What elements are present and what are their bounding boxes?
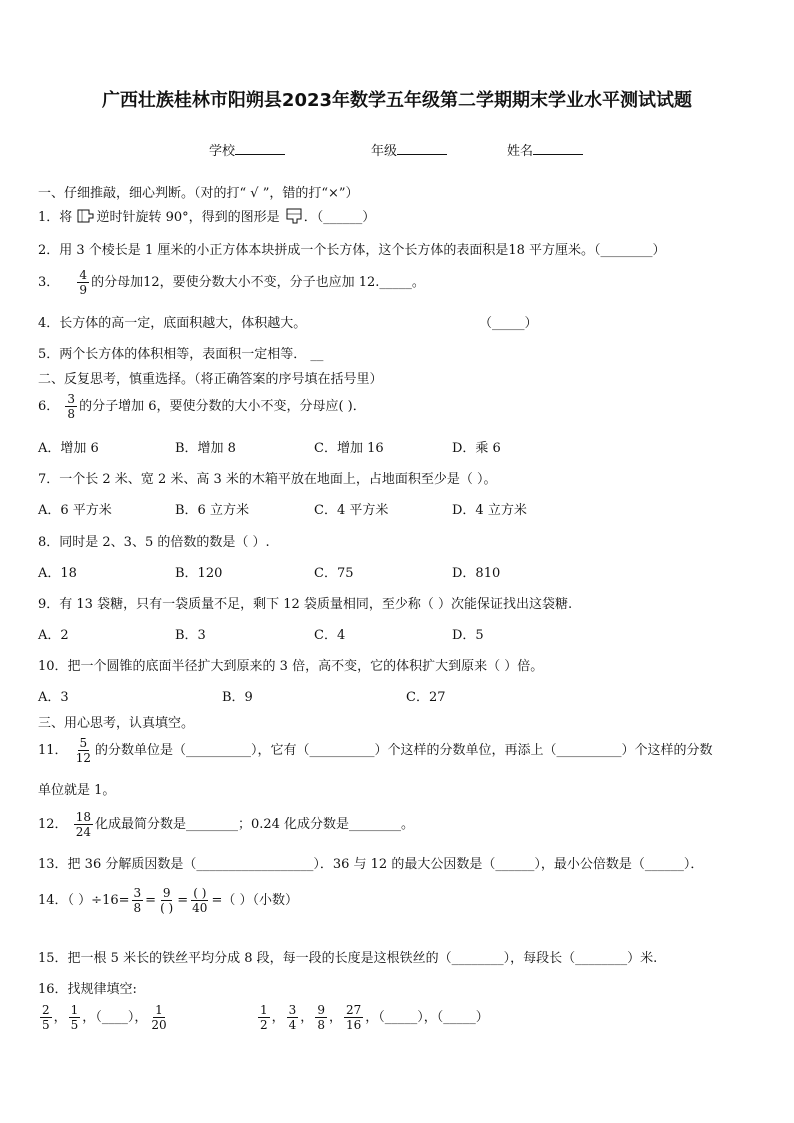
grade-field[interactable] xyxy=(371,140,447,159)
q9-option-c[interactable]: C．4 xyxy=(314,628,346,643)
q1-text-a: 将 xyxy=(59,210,73,225)
q7-option-b[interactable]: B．6 立方米 xyxy=(175,503,249,518)
q9-option-a[interactable]: A．2 xyxy=(38,628,69,643)
section-heading-2: 二、反复思考，慎重选择。（将正确答案的序号填在括号里） xyxy=(38,372,383,387)
name-field[interactable] xyxy=(507,140,583,159)
q11-number: 11． xyxy=(38,743,68,758)
q1-answer-blank[interactable]: ．（______） xyxy=(303,210,376,225)
q6-number: 6． xyxy=(38,399,60,414)
q6-option-b[interactable]: B．增加 8 xyxy=(175,441,236,456)
q8-option-b[interactable]: B．120 xyxy=(175,566,223,581)
question-7: 7．一个长 2 米、宽 2 米、高 3 米的木箱平放在地面上，占地面积至少是（ ）。 xyxy=(38,472,497,487)
question-11 xyxy=(38,736,712,765)
section-heading-1: 一、仔细推敲，细心判断。（对的打“ √ ”，错的打“×”） xyxy=(38,186,359,201)
question-15: 15．把一根 5 米长的铁丝平均分成 8 段，每一段的长度是这根铁丝的（________），每段长（________）米. xyxy=(38,951,658,966)
page-title: 广西壮族桂林市阳朔县2023年数学五年级第二学期期末学业水平测试试题 xyxy=(101,90,693,111)
q3-number: 3． xyxy=(38,275,60,290)
q10-option-a[interactable]: A．3 xyxy=(38,690,69,705)
q16-sequence-right: $\frac{1}{2}$ ， $\frac{3}{4}$ ， $\frac{9}{8}$ ， $\frac{27}{16}$ ，（_____），（_____） xyxy=(260,1003,489,1032)
question-16: 16．找规律填空: xyxy=(38,982,137,997)
q16-right-fraction-3: $\frac{9}{8}$ xyxy=(317,1003,325,1032)
q14-text-a: （ ）÷16= xyxy=(67,893,130,908)
question-13: 13．把 36 分解质因数是（__________________）．36 与 12 的最大公因数是（______），最小公倍数是（______）． xyxy=(38,857,704,872)
name-blank[interactable] xyxy=(533,141,583,155)
q8-option-a[interactable]: A．18 xyxy=(38,566,77,581)
q7-option-d[interactable]: D．4 立方米 xyxy=(452,503,527,518)
q6-text: 的分子增加 6，要使分数的大小不变，分母应( )． xyxy=(79,399,366,414)
q14-equals-2: = xyxy=(177,893,189,908)
q14-number: 14． xyxy=(38,893,68,908)
q16-right-fraction-2: $\frac{3}{4}$ xyxy=(288,1003,297,1032)
q4-text: 4．长方体的高一定，底面积越大，体积越大。 xyxy=(38,316,307,331)
q6-option-c[interactable]: C．增加 16 xyxy=(314,441,384,456)
q16-left-fraction-2: $\frac{1}{5}$ xyxy=(70,1003,79,1032)
q1-number: 1． xyxy=(38,210,60,225)
question-3 xyxy=(38,268,425,297)
rotated-shape-icon xyxy=(284,207,304,229)
q6-option-a[interactable]: A．增加 6 xyxy=(38,441,99,456)
school-label: 学校 xyxy=(209,144,236,159)
q12-fraction: $\frac{18}{24}$ xyxy=(75,810,91,839)
q4-answer-blank[interactable]: （_____） xyxy=(479,316,538,331)
grade-label: 年级 xyxy=(371,144,398,159)
q6-fraction: $\frac{3}{8}$ xyxy=(67,392,76,421)
q1-text-b: 逆时针旋转 90°，得到的图形是 xyxy=(96,210,280,225)
q10-option-b[interactable]: B．9 xyxy=(222,690,253,705)
q12-number: 12． xyxy=(38,817,68,832)
q10-option-c[interactable]: C．27 xyxy=(406,690,446,705)
question-8: 8．同时是 2、3、5 的倍数的数是（ ）. xyxy=(38,535,270,550)
q16-right-fraction-1: $\frac{1}{2}$ xyxy=(260,1003,268,1032)
q14-equals: = xyxy=(145,893,157,908)
q11-text-line2: 单位就是 1。 xyxy=(38,783,116,798)
grade-blank[interactable] xyxy=(397,141,447,155)
q8-option-c[interactable]: C．75 xyxy=(314,566,354,581)
q9-option-b[interactable]: B．3 xyxy=(175,628,206,643)
question-14 xyxy=(38,886,298,915)
q14-text-b: =（ ）（小数） xyxy=(211,893,298,908)
school-blank[interactable] xyxy=(235,141,285,155)
q14-fraction-1: $\frac{3}{8}$ xyxy=(133,886,142,915)
q7-option-a[interactable]: A．6 平方米 xyxy=(38,503,112,518)
q3-text: 的分母加12，要使分数大小不变，分子也应加 12._____。 xyxy=(91,275,425,290)
q7-option-c[interactable]: C．4 平方米 xyxy=(314,503,389,518)
question-5: 5．两个长方体的体积相等，表面积一定相等． __ xyxy=(38,347,324,362)
q9-option-d[interactable]: D．5 xyxy=(452,628,484,643)
flag-shape-icon xyxy=(76,207,96,229)
q11-fraction: $\frac{5}{12}$ xyxy=(75,736,91,765)
question-4 xyxy=(38,312,306,331)
question-1 xyxy=(38,206,375,229)
q16-right-blanks[interactable]: ，（_____），（_____） xyxy=(365,1010,489,1025)
q16-right-fraction-4: $\frac{27}{16}$ xyxy=(345,1003,362,1032)
school-field[interactable] xyxy=(209,140,285,159)
q3-fraction: $\frac{4}{9}$ xyxy=(79,268,88,297)
question-2: 2．用 3 个棱长是 1 厘米的小正方体本块拼成一个长方体，这个长方体的表面积是18 平方厘米。（________） xyxy=(38,243,666,258)
q16-left-blank[interactable]: （____）， xyxy=(95,1010,148,1025)
question-10: 10．把一个圆锥的底面半径扩大到原来的 3 倍，高不变，它的体积扩大到原来（ ）倍。 xyxy=(38,659,544,674)
q14-fraction-3[interactable]: $\frac{( )}{40}$ xyxy=(192,886,208,915)
q16-left-fraction-1: $\frac{2}{5}$ xyxy=(42,1003,50,1032)
section-heading-3: 三、用心思考，认真填空。 xyxy=(38,716,195,731)
q16-left-fraction-3: $\frac{1}{20}$ xyxy=(151,1003,167,1032)
q16-sequence-left: $\frac{2}{5}$ ， $\frac{1}{5}$ ，（____）， $\frac{1}{20}$ xyxy=(42,1003,167,1032)
q14-fraction-2[interactable]: $\frac{9}{( )}$ xyxy=(160,886,174,915)
q8-option-d[interactable]: D．810 xyxy=(452,566,501,581)
q11-text: 的分数单位是（__________），它有（__________）个这样的分数单位，再添上（__________）个这样的分数 xyxy=(94,743,713,758)
question-6 xyxy=(38,392,366,421)
question-12 xyxy=(38,810,414,839)
question-9: 9．有 13 袋糖，只有一袋质量不足，剩下 12 袋质量相同，至少称（ ）次能保证找出这袋糖. xyxy=(38,597,573,612)
q6-option-d[interactable]: D．乘 6 xyxy=(452,441,501,456)
q12-text: 化成最简分数是________；0.24 化成分数是________。 xyxy=(94,817,415,832)
name-label: 姓名 xyxy=(507,144,534,159)
